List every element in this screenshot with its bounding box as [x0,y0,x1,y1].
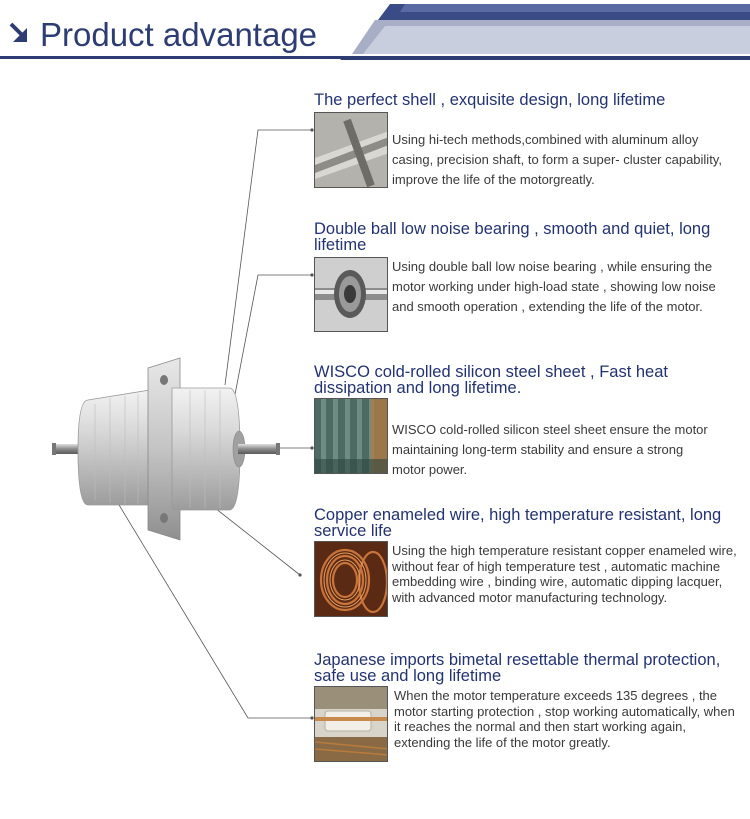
feature-description: WISCO cold-rolled silicon steel sheet ensure the motor maintaining long-term stability and ensure a strong motor power. [392,422,708,477]
feature-description: Using double ball low noise bearing , while ensuring the motor working under high-load state , showing low noise and smooth operation , extending the life of the motor. [392,259,716,314]
arrow-down-right-icon [8,20,32,48]
feature-title: Japanese imports bimetal resettable thermal protection, safe use and long lifetime [314,651,721,685]
feature-block [314,221,744,336]
feature-block [314,507,744,622]
feature-title: The perfect shell , exquisite design, long lifetime [314,91,666,109]
feature-block [314,364,744,479]
ball-bearing-photo [314,257,388,332]
feature-title: Double ball low noise bearing , smooth and quiet, long lifetime [314,220,711,254]
feature-title: WISCO cold-rolled silicon steel sheet , Fast heat dissipation and long lifetime. [314,363,668,397]
feature-block [314,652,744,767]
feature-block [314,92,744,192]
copper-wire-coil-photo [314,541,388,617]
aluminum-shell-shaft-photo [314,112,388,188]
header [0,0,750,60]
feature-title: Copper enameled wire, high temperature resistant, long service life [314,506,722,540]
page-title: Product advantage [40,16,318,53]
thermal-protector-photo [314,686,388,762]
feature-description: When the motor temperature exceeds 135 degrees , the motor starting protection , stop working automatically, when it reaches the normal and then start working again, extending the life of the motor greatly. [394,688,735,750]
feature-description: Using hi-tech methods,combined with aluminum alloy casing, precision shaft, to form a super- cluster capability, improve the life of the motorgreatly. [392,132,722,187]
feature-description: Using the high temperature resistant copper enameled wire, without fear of high temperature test , automatic machine embedding wire , binding wire, automatic dipping lacquer, with advanced motor manufacturing technology. [392,543,737,605]
silicon-steel-stator-photo [314,398,388,474]
motor-illustration [40,340,300,570]
